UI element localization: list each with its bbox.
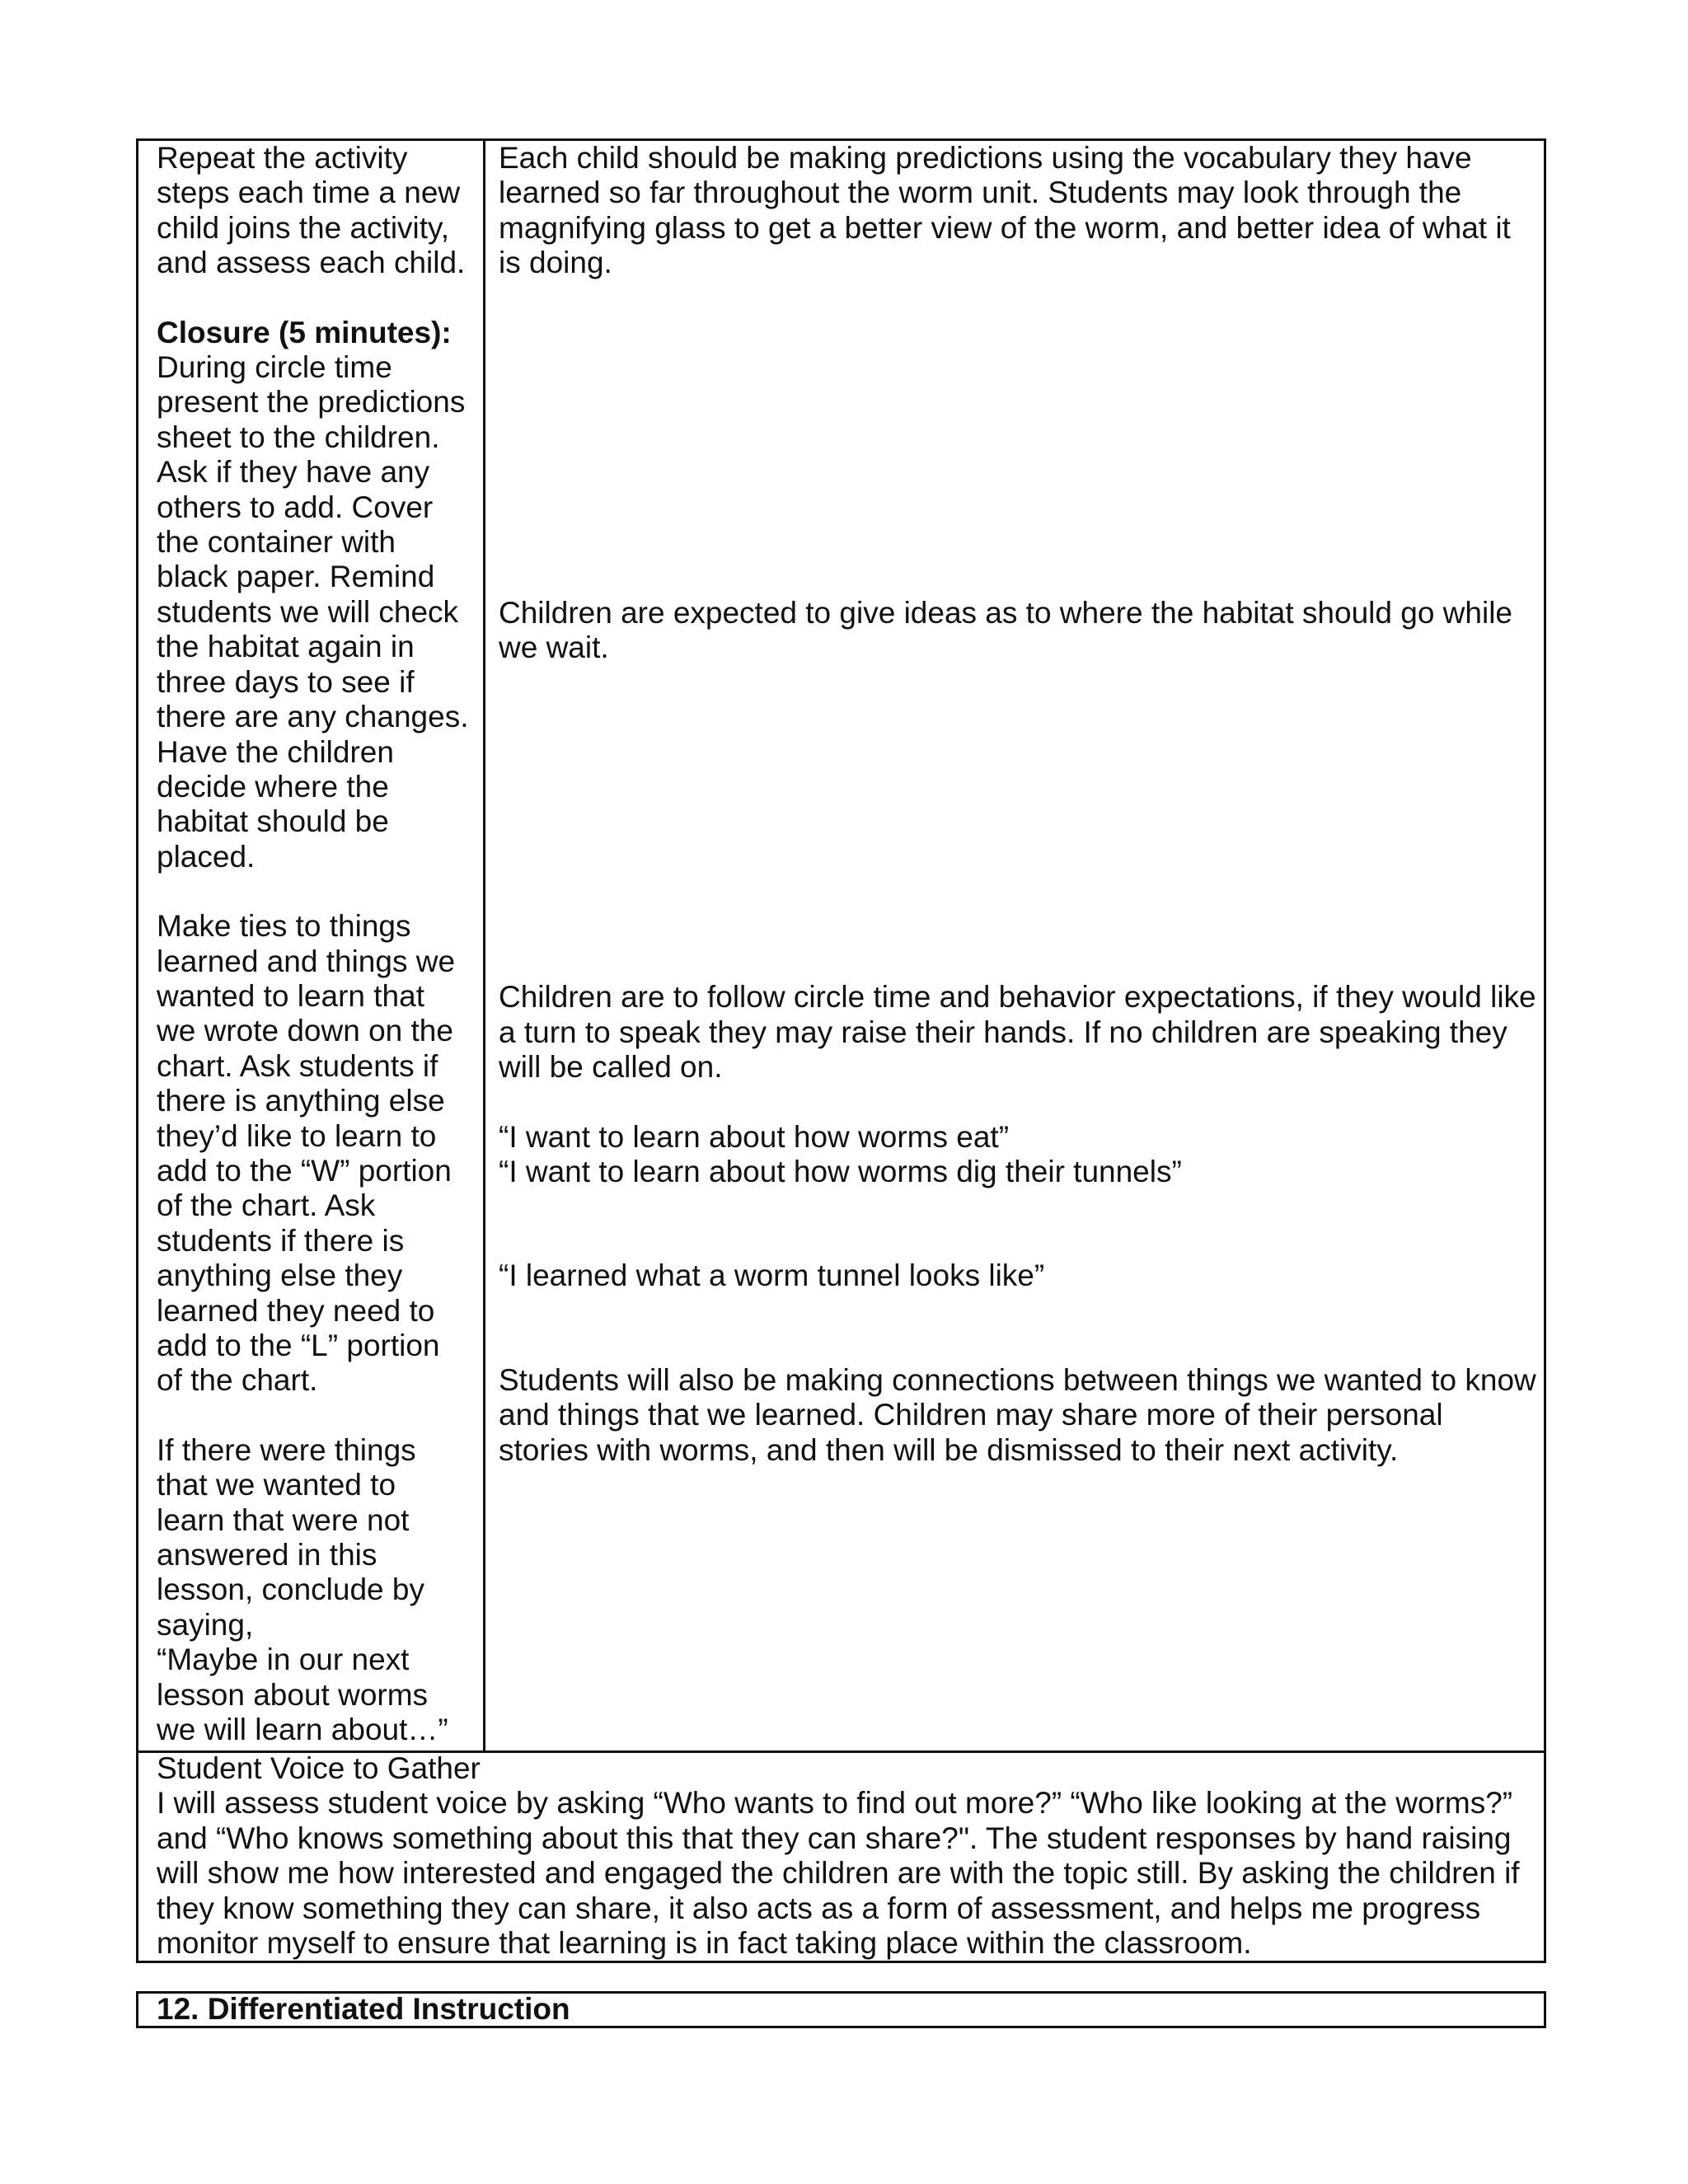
text-line: add to the “L” portion [157,1329,440,1362]
text-line: anything else they [157,1258,403,1293]
text-line: placed. [157,839,256,874]
text-line: that we wanted to [157,1468,396,1502]
text-line: Make ties to things [157,909,411,944]
text-line: of the chart. [157,1363,318,1398]
text-line: decide where the [157,769,389,804]
student-voice-section [157,1751,1525,1961]
closure-paragraph [157,350,478,874]
text-line: present the predictions [157,385,466,419]
text-line: they’d like to learn to [157,1118,437,1153]
text-line: Each child should be making predictions using the vocabulary they have [499,141,1472,175]
text-line: students we will check [157,594,459,629]
closure-heading: Closure (5 minutes): [157,315,452,349]
text-line: of the chart. Ask [157,1188,376,1223]
text-line: magnifying glass to get a better view of the worm, and better idea of what it [499,210,1511,245]
text-line: and assess each child. [157,246,466,280]
circle-time-paragraph [499,980,1536,1085]
text-line: learned so far throughout the worm unit. Students may look through the [499,176,1462,210]
text-line: Children are expected to give ideas as to where the habitat should go while [499,595,1512,630]
text-line: learn that were not [157,1502,410,1537]
text-line: saying, [157,1607,254,1642]
text-line: Repeat the activity [157,141,408,175]
text-line: lesson about worms [157,1677,429,1712]
text-line: the container with [157,525,396,560]
quote-want-dig: “I want to learn about how worms dig their tunnels” [499,1155,1182,1189]
text-line: and “Who knows something about this that they can share?". The student responses by hand raising [157,1821,1512,1855]
text-line: If there were things [157,1432,416,1467]
text-line: wanted to learn that [157,978,424,1013]
text-line: a turn to speak they may raise their hands. If no children are speaking they [499,1015,1507,1049]
text-line: is doing. [499,246,612,280]
predictions-paragraph [499,141,1529,281]
text-line: Children are to follow circle time and behavior expectations, if they would like [499,980,1536,1015]
text-line: add to the “W” portion [157,1153,452,1188]
quote-want-eat: “I want to learn about how worms eat” [499,1119,1010,1154]
make-ties-paragraph [157,909,478,1399]
teacher-steps-column [157,141,478,1747]
text-line: habitat should be [157,804,389,839]
text-line: three days to see if [157,664,415,699]
text-line: there are any changes. [157,700,469,734]
student-voice-heading: Student Voice to Gather [157,1751,481,1785]
text-line: we wrote down on the [157,1014,453,1048]
text-line: learned and things we [157,944,456,978]
quote-learned: “I learned what a worm tunnel looks like” [499,1258,1045,1293]
text-line: lesson, conclude by [157,1572,424,1607]
text-line: they know something they can share, it also acts as a form of assessment, and helps me progress [157,1891,1481,1925]
column-divider [483,141,485,1750]
student-expectations-column [499,141,1536,1468]
text-line: there is anything else [157,1084,445,1118]
text-line: steps each time a new [157,176,461,210]
text-line: sheet to the children. [157,419,440,454]
text-line: black paper. Remind [157,560,435,594]
text-line: others to add. Cover [157,490,434,524]
differentiated-instruction-section [136,1991,1546,2028]
text-line: child joins the activity, [157,210,450,245]
text-line: Have the children [157,734,394,769]
connections-paragraph [499,1362,1536,1468]
text-line: learned they need to [157,1293,435,1328]
text-line: answered in this [157,1538,377,1572]
text-line: and things that we learned. Children may share more of their personal [499,1398,1443,1432]
text-line: chart. Ask students if [157,1048,438,1083]
text-line: will show me how interested and engaged the children are with the topic still. By asking the children if [157,1856,1520,1891]
text-line: will be called on. [499,1050,723,1085]
text-line: we will learn about…” [157,1713,448,1747]
habitat-ideas-paragraph [499,596,1529,666]
text-line: the habitat again in [157,630,415,664]
text-line: students if there is [157,1223,405,1258]
repeat-activity-paragraph [157,141,478,281]
text-line: Students will also be making connections between things we wanted to know [499,1362,1536,1397]
text-line: I will assess student voice by asking “Who wants to find out more?” “Who like looking at the worms?” [157,1786,1513,1821]
text-line: we wait. [499,630,609,665]
lesson-plan-table [136,138,1546,1963]
text-line: “Maybe in our next [157,1643,410,1677]
conclude-paragraph [157,1433,478,1748]
section-12-heading: 12. Differentiated Instruction [157,1992,570,2026]
text-line: monitor myself to ensure that learning is in fact taking place within the classroom. [157,1926,1252,1961]
text-line: During circle time [157,350,392,385]
text-line: stories with worms, and then will be dismissed to their next activity. [499,1432,1399,1467]
text-line: Ask if they have any [157,455,430,490]
